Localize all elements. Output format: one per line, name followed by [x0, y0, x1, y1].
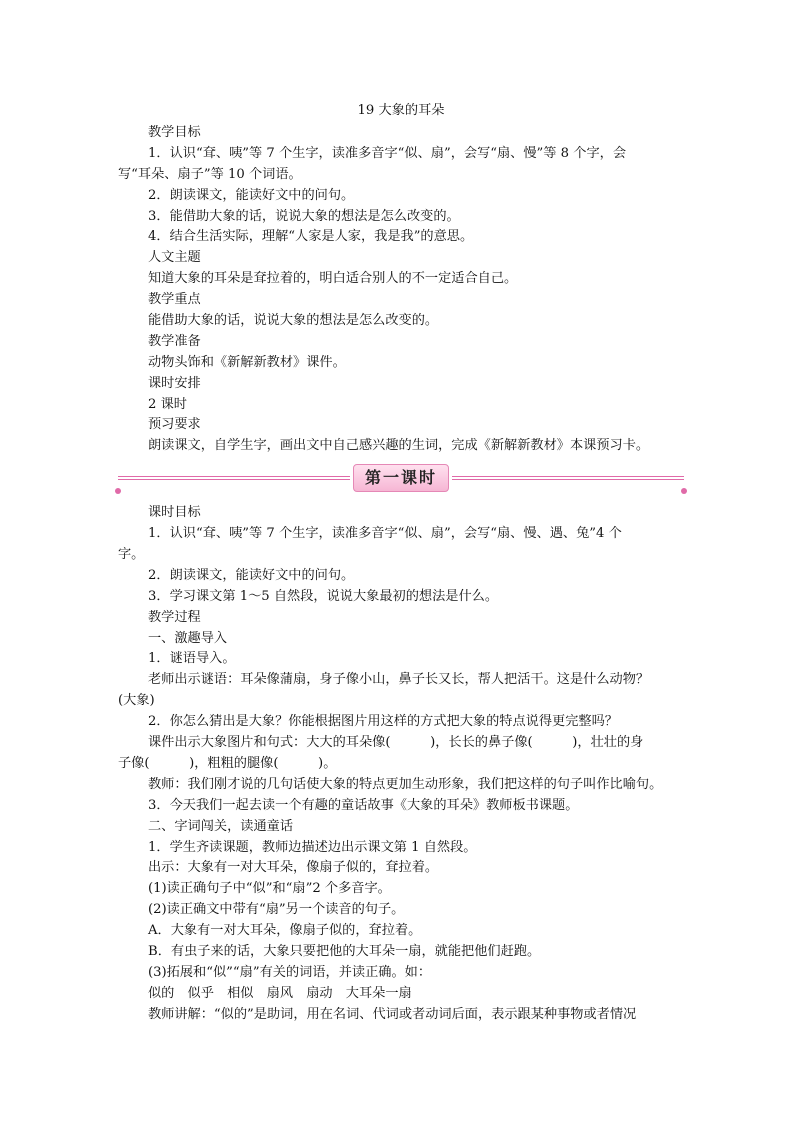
- intro-line: 人文主题: [148, 250, 201, 266]
- lesson-line: 3．今天我们一起去读一个有趣的童话故事《大象的耳朵》教师板书课题。: [148, 797, 579, 813]
- lesson-line: A．大象有一对大耳朵，像扇子似的，耷拉着。: [148, 923, 422, 939]
- lesson-line: (大象): [118, 693, 155, 709]
- intro-line: 动物头饰和《新解新教材》课件。: [148, 354, 346, 370]
- lesson-line: 教师：我们刚才说的几句话使大象的特点更加生动形象，我们把这样的句子叫作比喻句。: [148, 776, 663, 792]
- intro-line: 朗读课文，自学生字，画出文中自己感兴趣的生词，完成《新解新教材》本课预习卡。: [148, 438, 650, 454]
- document-body: [118, 100, 684, 1026]
- lesson-line: 二、字词闯关，读通童话: [148, 818, 294, 834]
- lesson-line: (3)拓展和“似”“扇”有关的词语，并读正确。如：: [148, 964, 432, 980]
- intro-line: 能借助大象的话，说说大象的想法是怎么改变的。: [148, 313, 439, 329]
- intro-line: 4．结合生活实际，理解“人家是人家，我是我”的意思。: [148, 229, 474, 245]
- lesson-line: 一、激趣导入: [148, 630, 228, 646]
- lesson-line: 1．学生齐读课题，教师边描述边出示课文第 1 自然段。: [148, 839, 477, 855]
- lesson-line: (1)读正确句子中“似”和“扇”2 个多音字。: [148, 881, 391, 897]
- intro-line: 3．能借助大象的话，说说大象的想法是怎么改变的。: [148, 208, 460, 224]
- intro-line: 课时安排: [148, 375, 201, 391]
- lesson-title: 19 大象的耳朵: [357, 103, 445, 118]
- intro-section: [118, 123, 684, 457]
- intro-line: 教学准备: [148, 333, 201, 349]
- lesson-line: 1．谜语导入。: [148, 651, 236, 667]
- section-divider: [118, 463, 684, 493]
- lesson-line: 老师出示谜语：耳朵像蒲扇，身子像小山，鼻子长又长，帮人把活干。这是什么动物？: [148, 672, 650, 688]
- divider-dot-left: [115, 488, 121, 494]
- lesson-line: 1．认识“耷、咦”等 7 个生字，读准多音字“似、扇”，会写“扇、慢、遇、兔”4 个: [148, 526, 622, 542]
- intro-line: 知道大象的耳朵是耷拉着的，明白适合别人的不一定适合自己。: [148, 271, 518, 287]
- lesson-line: B．有虫子来的话，大象只要把他的大耳朵一扇，就能把他们赶跑。: [148, 943, 541, 959]
- intro-line: 写“耳朵、扇子”等 10 个词语。: [118, 166, 302, 182]
- lesson-line: 2．你怎么猜出是大象？你能根据图片用这样的方式把大象的特点说得更完整吗？: [148, 714, 618, 730]
- lesson-section: [118, 503, 684, 1025]
- divider-dot-right: [681, 488, 687, 494]
- lesson-line: 3．学习课文第 1～5 自然段，说说大象最初的想法是什么。: [148, 588, 499, 604]
- lesson-line: 课件出示大象图片和句式：大大的耳朵像( )，长长的鼻子像( )，壮壮的身: [148, 735, 644, 751]
- intro-line: 2 课时: [148, 396, 187, 412]
- lesson-line: (2)读正确文中带有“扇”另一个读音的句子。: [148, 902, 405, 918]
- section-badge: 第一课时: [353, 464, 449, 492]
- lesson-line: 2．朗读课文，能读好文中的问句。: [148, 567, 355, 583]
- lesson-line: 似的 似乎 相似 扇风 扇动 大耳朵一扇: [148, 985, 412, 1001]
- intro-line: 教学重点: [148, 292, 201, 308]
- divider-rule-right: [452, 476, 684, 479]
- lesson-line: 教师讲解：“似的”是助词，用在名词、代词或者动词后面，表示跟某种事物或者情况: [148, 1006, 637, 1022]
- divider-rule-left: [118, 476, 350, 479]
- lesson-line: 字。: [118, 547, 145, 563]
- intro-line: 教学目标: [148, 125, 201, 140]
- intro-line: 1．认识“耷、咦”等 7 个生字，读准多音字“似、扇”，会写“扇、慢”等 8 个字，会: [148, 145, 627, 161]
- lesson-line: 出示：大象有一对大耳朵，像扇子似的，耷拉着。: [148, 860, 439, 876]
- intro-line: 预习要求: [148, 417, 201, 433]
- intro-line: 2．朗读课文，能读好文中的问句。: [148, 187, 355, 203]
- lesson-line: 课时目标: [148, 505, 201, 521]
- lesson-line: 子像( )，粗粗的腿像( )。: [118, 755, 337, 771]
- lesson-line: 教学过程: [148, 609, 201, 625]
